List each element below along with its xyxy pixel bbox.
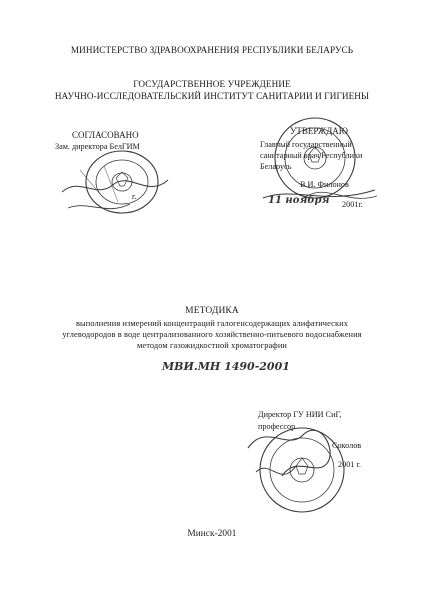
approve-line1: Главный государственный bbox=[260, 140, 352, 149]
director-year: 2001 г. bbox=[338, 460, 361, 469]
director-rank: профессор bbox=[258, 422, 296, 431]
institution-name: НАУЧНО-ИССЛЕДОВАТЕЛЬСКИЙ ИНСТИТУТ САНИТАРИИ И ГИГИЕНЫ bbox=[54, 91, 370, 101]
approve-name: В.И. Филонов bbox=[300, 180, 349, 189]
method-handwritten-code: МВИ.МН 1490-2001 bbox=[162, 360, 290, 373]
approve-title: УТВЕРЖДАЮ bbox=[290, 126, 349, 136]
agreed-title: СОГЛАСОВАНО bbox=[72, 130, 139, 140]
right-round-seal bbox=[265, 110, 385, 210]
bottom-round-seal bbox=[236, 418, 366, 518]
institution-type: ГОСУДАРСТВЕННОЕ УЧРЕЖДЕНИЕ bbox=[133, 79, 291, 89]
agreed-position: Зам. директора БелГИМ bbox=[55, 142, 140, 151]
method-line1: выполнения измерений концентраций галогенсодержащих алифатических bbox=[75, 319, 349, 328]
director-title: Директор ГУ НИИ СиГ, bbox=[258, 410, 342, 419]
ministry-title: МИНИСТЕРСТВО ЗДРАВООХРАНЕНИЯ РЕСПУБЛИКИ БЕЛАРУСЬ bbox=[70, 45, 354, 55]
approve-handwritten-date: 11 ноября bbox=[268, 195, 330, 206]
method-line3: методом газожидкостной хроматографии bbox=[137, 341, 287, 350]
method-line2: углеводородов в воде централизованного хозяйственно-питьевого водоснабжения bbox=[62, 330, 362, 339]
approve-year: 2001г. bbox=[342, 200, 363, 209]
approve-line2: санитарный врач Республики bbox=[260, 151, 363, 160]
city-year: Минск-2001 bbox=[187, 528, 237, 538]
method-title: МЕТОДИКА bbox=[185, 306, 239, 316]
director-name: Соколов bbox=[332, 441, 362, 450]
agreed-date-suffix: г. bbox=[132, 192, 137, 201]
left-round-seal bbox=[60, 142, 172, 222]
approve-line3: Беларусь bbox=[260, 162, 292, 171]
